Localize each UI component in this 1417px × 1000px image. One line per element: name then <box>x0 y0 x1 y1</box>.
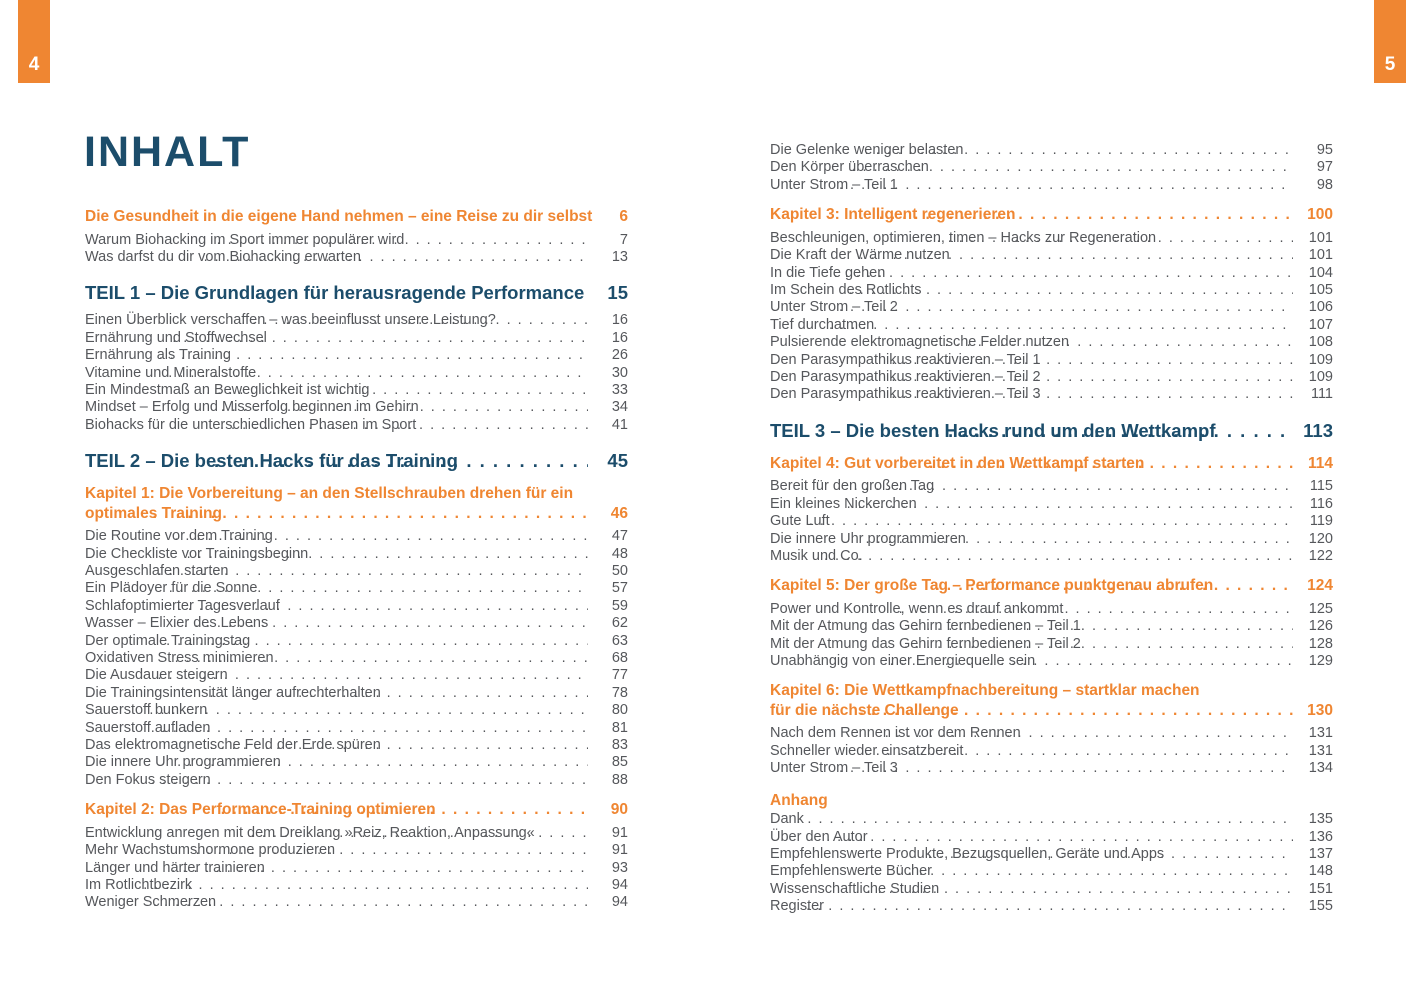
dot-leader <box>921 419 1293 443</box>
page-number: 120 <box>1308 530 1333 547</box>
entry-label: Warum Biohacking im Sport immer populärer wird <box>85 231 405 248</box>
dot-leader <box>796 811 1293 828</box>
dot-leader <box>865 142 1293 159</box>
dot-leader <box>220 417 588 434</box>
entry-label: Biohacks für die unterschiedlichen Phasen im Sport <box>85 416 417 433</box>
page-number: 63 <box>611 632 628 649</box>
entry-label: Nach dem Rennen ist vor dem Rennen <box>770 725 1021 742</box>
page-number: 94 <box>611 876 628 893</box>
entry-label: Kapitel 4: Gut vorbereitet in den Wettkampf starten <box>770 454 1145 472</box>
toc-entry-row <box>85 417 628 434</box>
entry-label: Die Ausdauer steigern <box>85 667 228 684</box>
dot-leader <box>935 576 1293 596</box>
heading-row <box>85 449 628 473</box>
toc-entry-row <box>85 633 628 650</box>
entry-label: Die Kraft der Wärme nutzen <box>770 247 950 264</box>
entry-label: TEIL 3 – Die besten Hacks rund um den Wettkampf <box>770 419 1216 441</box>
entry-label: Wasser – Elixier des Lebens <box>85 615 269 632</box>
entry-label: Den Fokus steigern <box>85 771 211 788</box>
toc-entry-row <box>770 863 1333 880</box>
dot-leader <box>899 601 1293 618</box>
page-number: 94 <box>611 894 628 911</box>
toc-entry-row <box>770 142 1333 159</box>
toc-entry-row <box>770 618 1333 635</box>
toc-entry-row <box>85 312 628 329</box>
toc-entry-row <box>85 232 628 249</box>
entry-label: Beschleunigen, optimieren, timen – Hacks zur Regeneration <box>770 229 1157 246</box>
page-number: 57 <box>611 580 628 597</box>
page-number: 101 <box>1308 247 1333 264</box>
entry-label: Was darfst du dir vom Biohacking erwarten <box>85 248 361 265</box>
dot-leader <box>174 528 588 545</box>
toc-right-column <box>770 142 1333 916</box>
toc-entry-row <box>85 365 628 382</box>
dot-leader <box>854 478 1293 495</box>
toc-title: INHALT <box>84 128 251 176</box>
page-number: 48 <box>611 545 628 562</box>
page-number: 155 <box>1308 898 1333 915</box>
toc-entry-row <box>770 898 1333 915</box>
toc-entry-row <box>85 382 628 399</box>
entry-label: für die nächste Challenge <box>770 701 959 719</box>
dot-leader <box>891 352 1293 369</box>
dot-leader <box>187 546 588 563</box>
toc-entry-row <box>770 601 1333 618</box>
chapter-heading <box>770 205 1333 225</box>
entry-label: Mindset – Erfolg und Misserfolg beginnen im Gehirn <box>85 399 419 416</box>
entry-label: Ein kleines Nickerchen <box>770 495 917 512</box>
page-number: 34 <box>611 399 628 416</box>
entry-label: Power und Kontrolle, wenn es drauf ankommt <box>770 600 1064 617</box>
entry-label: Ernährung als Training <box>85 347 231 364</box>
dot-leader <box>860 247 1293 264</box>
chapter-heading <box>770 576 1333 596</box>
part-heading <box>85 281 628 305</box>
toc-entry-row <box>770 881 1333 898</box>
heading-row <box>85 207 628 227</box>
page-number: 85 <box>611 754 628 771</box>
page-number: 26 <box>611 347 628 364</box>
toc-entry-row <box>770 159 1333 176</box>
dot-leader <box>151 772 588 789</box>
page-number: 115 <box>1309 478 1333 495</box>
page-number: 97 <box>1316 159 1333 176</box>
entry-label: Ein Plädoyer für die Sonne <box>85 580 258 597</box>
dot-leader <box>851 159 1293 176</box>
toc-entry-row <box>85 580 628 597</box>
entry-label: Den Parasympathikus reaktivieren – Teil 1 <box>770 351 1041 368</box>
dot-leader <box>168 365 588 382</box>
page-number: 15 <box>607 282 628 304</box>
page-number: 50 <box>611 562 628 579</box>
page-number: 131 <box>1308 725 1333 742</box>
entry-label: Bereit für den großen Tag <box>770 478 935 495</box>
dot-leader <box>159 347 588 364</box>
entry-label: Sauerstoff aufladen <box>85 719 211 736</box>
dot-leader <box>171 860 588 877</box>
entry-label: Einen Überblick verschaffen – was beeinflusst unsere Leistung? <box>85 312 496 329</box>
page-number: 114 <box>1307 454 1333 472</box>
entry-label: Die Checkliste vor Trainingsbeginn <box>85 545 309 562</box>
page-number: 13 <box>611 248 628 265</box>
heading-row <box>85 504 628 524</box>
page-number: 59 <box>611 597 628 614</box>
toc-entry-row <box>85 772 628 789</box>
dot-leader <box>806 898 1293 915</box>
dot-leader <box>153 504 588 524</box>
heading-line: Kapitel 1: Die Vorbereitung – an den Stellschrauben drehen für ein <box>85 485 574 503</box>
entry-label: Die Routine vor dem Training <box>85 528 273 545</box>
page-number: 91 <box>611 824 628 841</box>
entry-label: Das elektromagnetische Feld der Erde spüren <box>85 737 381 754</box>
toc-entry-row <box>85 615 628 632</box>
page-number: 108 <box>1308 334 1333 351</box>
dot-leader <box>849 282 1293 299</box>
page-number: 46 <box>610 504 628 522</box>
entry-label: Musik und Co. <box>770 547 863 564</box>
page-number: 95 <box>1316 142 1333 158</box>
toc-entry-row <box>85 737 628 754</box>
heading-row <box>770 205 1333 225</box>
page-number: 128 <box>1308 635 1333 652</box>
toc-entry-row <box>770 265 1333 282</box>
heading-row <box>770 701 1333 721</box>
entry-label: Ernährung und Stoffwechsel <box>85 329 267 346</box>
entry-label: Den Parasympathikus reaktivieren – Teil 2 <box>770 368 1041 385</box>
toc-left-column <box>85 207 628 912</box>
entry-label: Gute Luft <box>770 513 830 530</box>
page-number: 125 <box>1308 600 1333 617</box>
dot-leader <box>856 881 1293 898</box>
dot-leader <box>221 399 588 416</box>
page-number: 98 <box>1316 176 1333 193</box>
entry-label: TEIL 1 – Die Grundlagen für herausragende Performance <box>85 282 585 304</box>
entry-label: Die Gelenke weniger belasten <box>770 142 964 158</box>
dot-leader <box>153 894 588 911</box>
page-number: 105 <box>1308 281 1333 298</box>
dot-leader <box>834 265 1293 282</box>
entry-label: Anhang <box>770 791 828 809</box>
dot-leader <box>891 369 1293 386</box>
page-number: 80 <box>611 702 628 719</box>
entry-label: Unter Strom – Teil 3 <box>770 760 898 777</box>
toc-entry-row <box>770 177 1333 194</box>
heading-row <box>770 791 1333 811</box>
toc-entry-row <box>85 720 628 737</box>
entry-label: Unter Strom – Teil 2 <box>770 299 898 316</box>
toc-entry-row <box>770 247 1333 264</box>
toc-entry-row <box>85 546 628 563</box>
dot-leader <box>169 580 588 597</box>
entry-label: Pulsierende elektromagnetische Felder nutzen <box>770 334 1070 351</box>
page-number: 30 <box>611 364 628 381</box>
entry-label: Unabhängig von einer Energiequelle sein <box>770 653 1036 670</box>
part-heading <box>85 449 628 473</box>
entry-label: Die Trainingsintensität länger aufrechterhalten <box>85 684 381 701</box>
entry-label: Mehr Wachstumshormone produzieren <box>85 842 336 859</box>
dot-leader <box>904 618 1293 635</box>
dot-leader <box>839 177 1293 194</box>
entry-label: Wissenschaftliche Studien <box>770 880 940 897</box>
dot-leader <box>214 449 588 473</box>
dot-leader <box>866 531 1293 548</box>
toc-entry-row <box>770 299 1333 316</box>
toc-entry-row <box>85 249 628 266</box>
dot-leader <box>158 563 588 580</box>
dot-leader <box>206 382 588 399</box>
page-number: 107 <box>1308 316 1333 333</box>
toc-entry-row <box>770 653 1333 670</box>
entry-label: Dank <box>770 811 804 828</box>
page-number: 126 <box>1308 618 1333 635</box>
toc-entry-row <box>85 598 628 615</box>
page-number: 77 <box>611 667 628 684</box>
toc-entry-row <box>85 347 628 364</box>
heading-row <box>85 800 628 820</box>
entry-label: Ein Mindestmaß an Beweglichkeit ist wichtig <box>85 381 370 398</box>
toc-entry-row <box>770 829 1333 846</box>
entry-label: Die innere Uhr programmieren <box>770 530 966 547</box>
dot-leader <box>890 653 1293 670</box>
entry-label: Schneller wieder einsatzbereit <box>770 742 964 759</box>
page-number: 68 <box>611 650 628 666</box>
dot-leader <box>149 702 588 719</box>
heading-row <box>770 419 1333 443</box>
entry-label: Die innere Uhr programmieren <box>85 754 281 771</box>
toc-entry-row <box>770 334 1333 351</box>
entry-label: Kapitel 2: Das Performance-Training optimieren <box>85 801 436 819</box>
toc-entry-row <box>85 702 628 719</box>
page-number: 45 <box>607 450 628 472</box>
toc-entry-row <box>85 399 628 416</box>
page-number: 16 <box>611 329 628 346</box>
dot-leader <box>809 513 1293 530</box>
toc-entry-row <box>770 352 1333 369</box>
dot-leader <box>210 685 588 702</box>
page-number: 33 <box>611 381 628 398</box>
page-number: 62 <box>611 615 628 632</box>
page-number: 148 <box>1308 863 1333 880</box>
entry-label: optimales Training <box>85 504 222 522</box>
dot-leader <box>217 232 588 249</box>
toc-entry-row <box>85 528 628 545</box>
entry-label: Sauerstoff bunkern <box>85 702 208 719</box>
page-number: 104 <box>1308 264 1333 281</box>
page-number-tab-left: 4 <box>18 0 50 83</box>
toc-entry-row <box>770 811 1333 828</box>
toc-entry-row <box>770 548 1333 565</box>
dot-leader <box>853 863 1293 880</box>
entry-label: TEIL 2 – Die besten Hacks für das Training <box>85 450 458 472</box>
heading-row <box>85 281 628 305</box>
toc-entry-row <box>85 860 628 877</box>
page-number-tab-right: 5 <box>1374 0 1406 83</box>
entry-label: Entwicklung anregen mit dem Dreiklang »Reiz, Reaktion, Anpassung« <box>85 824 535 841</box>
page-number: 81 <box>611 719 628 736</box>
dot-leader <box>173 615 588 632</box>
dot-leader <box>904 636 1293 653</box>
page-number: 47 <box>611 528 628 545</box>
page-number: 124 <box>1307 577 1333 595</box>
chapter-heading <box>85 207 628 227</box>
dot-leader <box>172 330 588 347</box>
chapter-heading <box>770 681 1333 720</box>
chapter-heading <box>85 484 628 523</box>
dot-leader <box>885 725 1293 742</box>
chapter-heading <box>770 454 1333 474</box>
heading-row <box>770 454 1333 474</box>
toc-entry-row <box>770 496 1333 513</box>
toc-entry-row <box>85 754 628 771</box>
dot-leader <box>151 720 588 737</box>
page-number: 91 <box>611 842 628 859</box>
toc-entry-row <box>85 685 628 702</box>
dot-leader <box>928 846 1293 863</box>
entry-label: Den Körper überraschen <box>770 159 929 176</box>
page-number: 109 <box>1308 368 1333 385</box>
page-number: 101 <box>1308 229 1333 246</box>
toc-entry-row <box>770 760 1333 777</box>
entry-label: Register <box>770 898 824 915</box>
entry-label: Die Gesundheit in die eigene Hand nehmen – eine Reise zu dir selbst <box>85 208 593 225</box>
page-number: 109 <box>1308 351 1333 368</box>
entry-label: Weniger Schmerzen <box>85 894 217 911</box>
dot-leader <box>879 205 1293 225</box>
dot-leader <box>241 312 588 329</box>
dot-leader <box>917 454 1293 474</box>
chapter-heading <box>770 791 1333 811</box>
toc-entry-row <box>85 877 628 894</box>
page-number: 106 <box>1308 299 1333 316</box>
page-number: 78 <box>611 684 628 701</box>
toc-entry-row <box>85 894 628 911</box>
dot-leader <box>177 754 588 771</box>
page-number: 135 <box>1308 811 1333 828</box>
entry-label: Kapitel 3: Intelligent regenerieren <box>770 206 1016 224</box>
dot-leader <box>195 842 588 859</box>
page-number: 136 <box>1308 828 1333 845</box>
entry-label: Der optimale Trainingstag <box>85 632 251 649</box>
dot-leader <box>175 650 588 667</box>
page-number: 137 <box>1308 845 1333 862</box>
dot-leader <box>839 760 1293 777</box>
page-number: 134 <box>1308 760 1333 777</box>
page-number: 93 <box>611 859 628 876</box>
dot-leader <box>204 249 588 266</box>
chapter-heading <box>85 800 628 820</box>
dot-leader <box>859 701 1293 721</box>
dot-leader <box>221 800 588 820</box>
dot-leader <box>826 829 1293 846</box>
entry-label: Tief durchatmen <box>770 316 875 333</box>
entry-label: Vitamine und Mineralstoffe <box>85 364 257 381</box>
entry-label: Schlafoptimierter Tagesverlauf <box>85 597 280 614</box>
page-number: 116 <box>1309 495 1333 512</box>
toc-entry-row <box>770 230 1333 247</box>
entry-label: Mit der Atmung das Gehirn fernbedienen – Teil 2 <box>770 635 1081 652</box>
part-heading <box>770 419 1333 443</box>
page-number: 119 <box>1309 513 1333 530</box>
page-number: 129 <box>1308 653 1333 670</box>
heading-line: Kapitel 6: Die Wettkampfnachbereitung – startklar machen <box>770 682 1200 700</box>
page-number: 7 <box>619 231 628 248</box>
page-number: 88 <box>611 771 628 788</box>
toc-entry-row <box>770 317 1333 334</box>
heading-row <box>770 576 1333 596</box>
entry-label: Länger und härter trainieren <box>85 859 265 876</box>
toc-entry-row <box>770 636 1333 653</box>
dot-leader <box>926 230 1293 247</box>
page-number: 111 <box>1310 386 1333 403</box>
dot-leader <box>824 548 1293 565</box>
entry-label: Den Parasympathikus reaktivieren – Teil 3 <box>770 386 1041 403</box>
page-number: 122 <box>1308 547 1333 564</box>
entry-label: Empfehlenswerte Produkte, Bezugsquellen, Geräte und Apps <box>770 845 1165 862</box>
entry-label: In die Tiefe gehen <box>770 264 886 281</box>
entry-label: Mit der Atmung das Gehirn fernbedienen – Teil 1 <box>770 618 1081 635</box>
entry-label: Ausgeschlafen starten <box>85 562 229 579</box>
entry-label: Im Rotlichtbezirk <box>85 876 193 893</box>
page-number: 90 <box>610 801 628 819</box>
toc-entry-row <box>85 842 628 859</box>
dot-leader <box>177 598 588 615</box>
dot-leader <box>157 667 588 684</box>
toc-entry-row <box>770 369 1333 386</box>
dot-leader <box>847 496 1293 513</box>
dot-leader <box>210 737 588 754</box>
toc-entry-row <box>770 478 1333 495</box>
page-number: 113 <box>1303 419 1333 441</box>
dot-leader <box>166 633 588 650</box>
toc-entry-row <box>770 531 1333 548</box>
page-number: 6 <box>619 208 628 225</box>
dot-leader <box>839 299 1293 316</box>
dot-leader <box>143 877 588 894</box>
toc-entry-row <box>770 386 1333 403</box>
page-number: 100 <box>1307 206 1333 224</box>
page-number: 41 <box>611 416 628 433</box>
page-number: 130 <box>1307 701 1333 719</box>
entry-label: Kapitel 5: Der große Tag – Performance punktgenau abrufen <box>770 577 1214 595</box>
entry-label: Oxidativen Stress minimieren <box>85 650 274 666</box>
toc-entry-row <box>770 725 1333 742</box>
dot-leader <box>900 334 1293 351</box>
toc-entry-row <box>770 846 1333 863</box>
dot-leader <box>865 743 1293 760</box>
page-number: 16 <box>611 312 628 329</box>
toc-entry-row <box>85 825 628 842</box>
dot-leader <box>891 386 1293 403</box>
entry-label: Unter Strom – Teil 1 <box>770 176 898 193</box>
page-number: 151 <box>1308 880 1333 897</box>
toc-entry-row <box>770 743 1333 760</box>
entry-label: Empfehlenswerte Bücher <box>770 863 932 880</box>
dot-leader <box>251 825 588 842</box>
toc-entry-row <box>85 650 628 667</box>
toc-entry-row <box>85 330 628 347</box>
page-number: 83 <box>611 737 628 754</box>
toc-entry-row <box>85 563 628 580</box>
entry-label: Über den Autor <box>770 828 868 845</box>
toc-entry-row <box>770 513 1333 530</box>
toc-entry-row <box>85 667 628 684</box>
dot-leader <box>829 317 1293 334</box>
page-number: 131 <box>1308 742 1333 759</box>
entry-label: Im Schein des Rotlichts <box>770 281 922 298</box>
toc-entry-row <box>770 282 1333 299</box>
